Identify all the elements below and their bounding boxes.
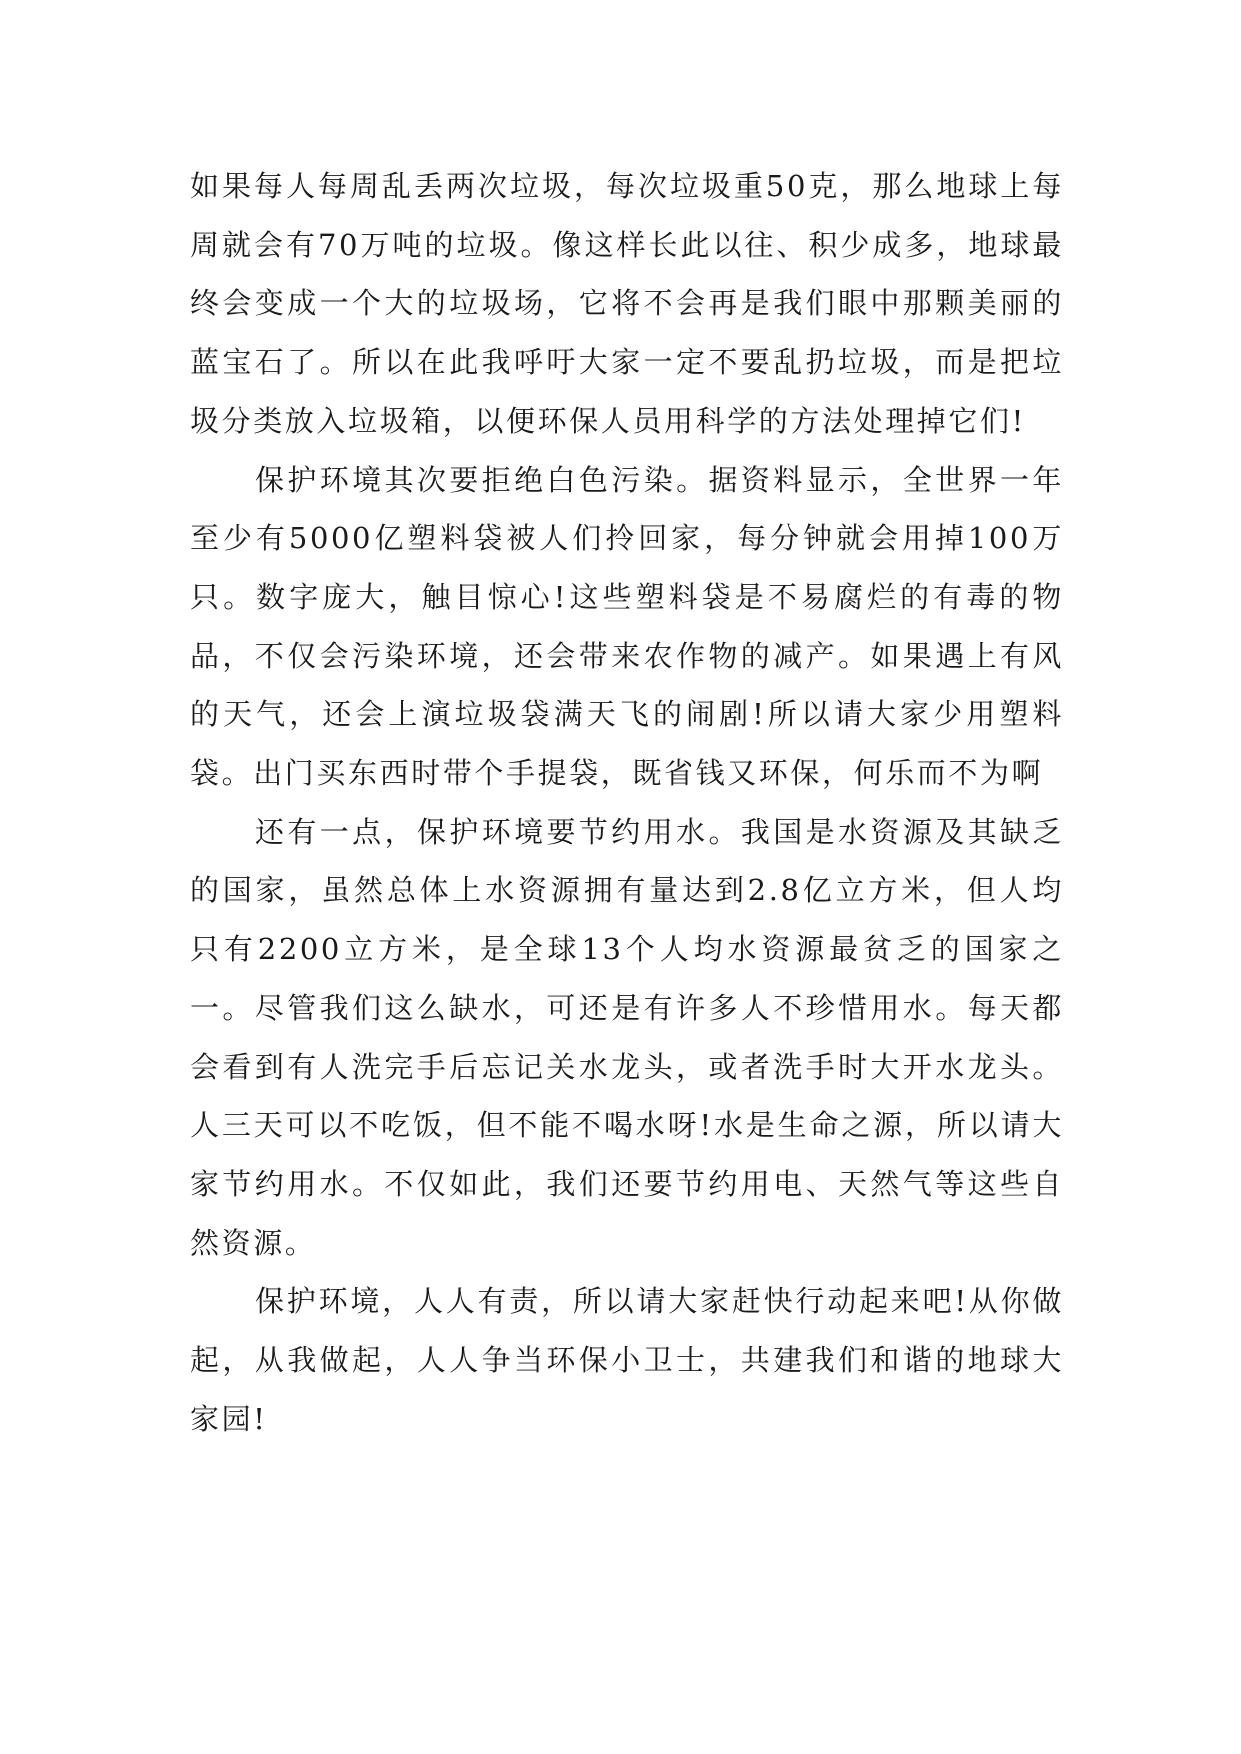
document-body xyxy=(190,157,1064,1448)
paragraph-3: 还有一点，保护环境要节约用水。我国是水资源及其缺乏的国家，虽然总体上水资源拥有量达到2.8亿立方米，但人均只有2200立方米，是全球13个人均水资源最贫乏的国家之一。尽管我们这么缺水，可还是有许多人不珍惜用水。每天都会看到有人洗完手后忘记关水龙头，或者洗手时大开水龙头。人三天可以不吃饭，但不能不喝水呀!水是生命之源，所以请大家节约用水。不仅如此，我们还要节约用电、天然气等这些自然资源。 xyxy=(190,814,1064,1260)
paragraph-1: 如果每人每周乱丢两次垃圾，每次垃圾重50克，那么地球上每周就会有70万吨的垃圾。像这样长此以往、积少成多，地球最终会变成一个大的垃圾场，它将不会再是我们眼中那颗美丽的蓝宝石了。所以在此我呼吁大家一定不要乱扔垃圾，而是把垃圾分类放入垃圾箱，以便环保人员用科学的方法处理掉它们! xyxy=(190,169,1064,438)
paragraph-2: 保护环境其次要拒绝白色污染。据资料显示，全世界一年至少有5000亿塑料袋被人们拎回家，每分钟就会用掉100万只。数字庞大，触目惊心!这些塑料袋是不易腐烂的有毒的物品，不仅会污染环境，还会带来农作物的减产。如果遇上有风的天气，还会上演垃圾袋满天飞的闹剧!所以请大家少用塑料袋。出门买东西时带个手提袋，既省钱又环保，何乐而不为啊 xyxy=(190,462,1064,791)
paragraph-4: 保护环境，人人有责，所以请大家赶快行动起来吧!从你做起，从我做起，人人争当环保小卫士，共建我们和谐的地球大家园! xyxy=(190,1284,1064,1436)
